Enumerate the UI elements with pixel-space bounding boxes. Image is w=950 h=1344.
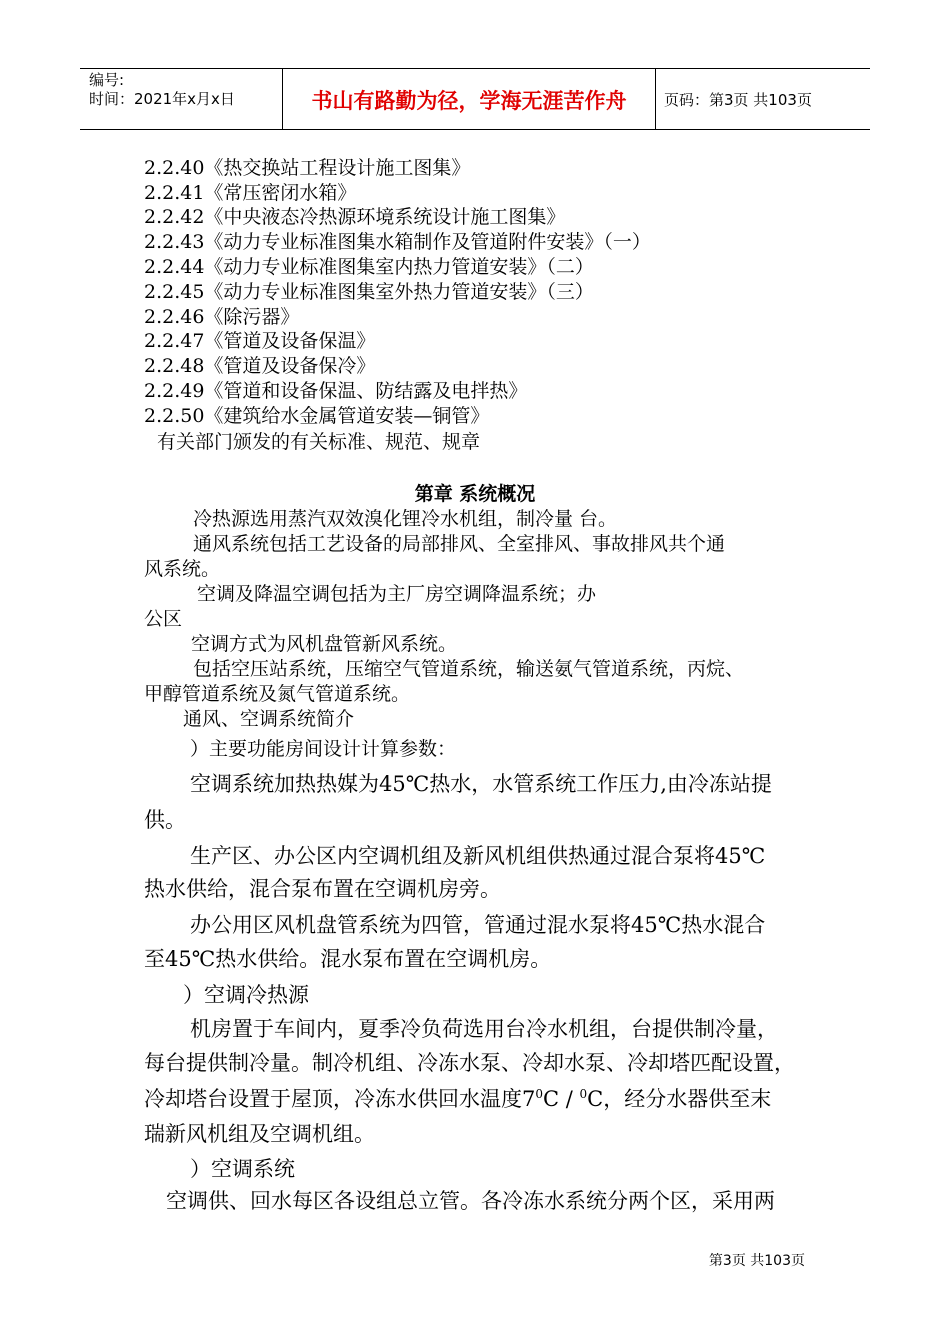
header-motto: 书山有路勤为径，学海无涯苦作舟: [311, 89, 627, 113]
standard-item: 2.2.46《除污器》: [144, 306, 300, 328]
standard-item: 2.2.44《动力专业标准图集室内热力管道安装》（二）: [144, 256, 594, 278]
paragraph-line: 办公用区风机盘管系统为四管，管通过混水泵将45℃热水混合: [190, 913, 766, 937]
paragraph-line: 每台提供制冷量。制冷机组、冷冻水泵、冷却水泵、冷却塔匹配设置，: [144, 1051, 795, 1075]
standard-item: 2.2.40《热交换站工程设计施工图集》: [144, 157, 471, 179]
overview-line: 风系统。: [144, 558, 221, 580]
standard-item: 2.2.49《管道和设备保温、防结露及电拌热》: [144, 380, 528, 402]
subsection-heading: ）空调冷热源: [183, 983, 309, 1007]
paragraph-line: 空调系统加热热媒为45℃热水，水管系统工作压力,由冷冻站提: [190, 772, 772, 796]
standard-item: 2.2.41《常压密闭水箱》: [144, 182, 357, 204]
paragraph-line: 机房置于车间内，夏季冷负荷选用台冷水机组，台提供制冷量，: [190, 1017, 778, 1041]
paragraph-line: [144, 1086, 771, 1112]
paragraph-line: 至45℃热水供给。混水泵布置在空调机房。: [144, 947, 552, 971]
header-page-info: 页码：第3页 共103页: [664, 91, 812, 109]
standards-note: 有关部门颁发的有关标准、规范、规章: [157, 431, 481, 453]
page-header: [80, 68, 870, 130]
paragraph-text: C /: [543, 1087, 580, 1111]
header-meta-cell: [80, 69, 283, 129]
standard-item: 2.2.50《建筑给水金属管道安装—铜管》: [144, 405, 490, 427]
standard-item: 2.2.43《动力专业标准图集水箱制作及管道附件安装》（一）: [144, 231, 651, 253]
header-page-cell: [656, 69, 870, 129]
superscript: 0: [579, 1087, 588, 1101]
paragraph-line: 瑞新风机组及空调机组。: [144, 1122, 375, 1146]
overview-line: 冷热源选用蒸汽双效溴化锂冷水机组，制冷量 台。: [193, 508, 618, 530]
section-heading: 通风、空调系统简介: [183, 708, 355, 730]
chapter-title: 第章 系统概况: [414, 483, 536, 505]
overview-line: 包括空压站系统，压缩空气管道系统，输送氨气管道系统，丙烷、: [193, 658, 745, 680]
overview-line: 甲醇管道系统及氮气管道系统。: [144, 683, 411, 705]
standard-item: 2.2.48《管道及设备保冷》: [144, 355, 376, 377]
overview-line: 空调方式为风机盘管新风系统。: [191, 633, 458, 655]
paragraph-line: 供。: [144, 808, 186, 832]
paragraph-line: 热水供给，混合泵布置在空调机房旁。: [144, 877, 501, 901]
overview-line: 公区: [144, 608, 183, 630]
document-number-label: 编号:: [89, 71, 125, 89]
header-motto-cell: [283, 69, 656, 129]
document-time-label: 时间：2021年x月x日: [89, 90, 235, 108]
subsection-heading: ）主要功能房间设计计算参数：: [190, 738, 457, 760]
overview-line: 通风系统包括工艺设备的局部排风、全室排风、事故排风共个通: [193, 533, 726, 555]
standard-item: 2.2.45《动力专业标准图集室外热力管道安装》（三）: [144, 281, 594, 303]
standard-item: 2.2.42《中央液态冷热源环境系统设计施工图集》: [144, 206, 566, 228]
standard-item: 2.2.47《管道及设备保温》: [144, 330, 376, 352]
paragraph-text: 冷却塔台设置于屋顶，冷冻水供回水温度7: [144, 1087, 536, 1111]
paragraph-line: 生产区、办公区内空调机组及新风机组供热通过混合泵将45℃: [190, 844, 766, 868]
superscript: 0: [535, 1087, 543, 1101]
page-footer: 第3页 共103页: [708, 1253, 805, 1269]
paragraph-text: C，经分水器供至末: [587, 1087, 772, 1111]
subsection-heading: ）空调系统: [190, 1157, 295, 1181]
paragraph-line: 空调供、回水每区各设组总立管。各冷冻水系统分两个区，采用两: [166, 1189, 775, 1213]
overview-line: 空调及降温空调包括为主厂房空调降温系统；办: [197, 583, 597, 605]
